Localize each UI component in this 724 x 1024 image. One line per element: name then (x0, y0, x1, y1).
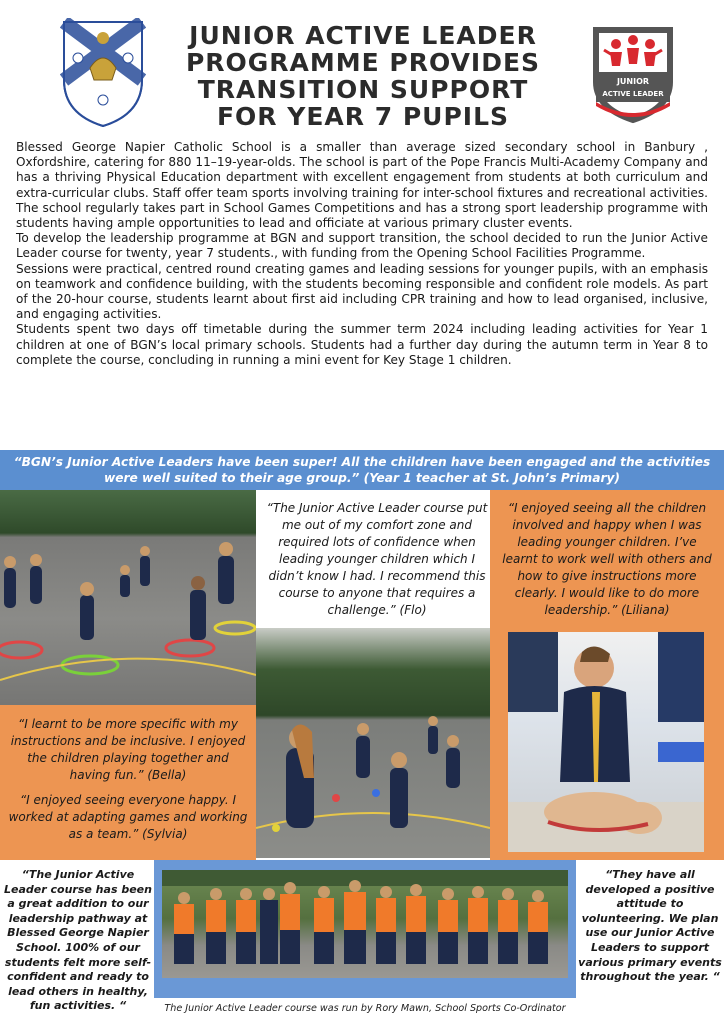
sylvia-quote: “I enjoyed seeing everyone happy. I worked at adapting games and working as a team.” (Sylvia) (8, 793, 248, 841)
staff-quote-left: “The Junior Active Leader course has been a great addition to our leadership pathway at Blessed George Napier School. 100% of our students felt more self-confident and ready to lead others in healthy, fun activities. “ (4, 868, 152, 1013)
teacher-quote-banner: “BGN’s Junior Active Leaders have been super! All the children have been engaged and the activities were well suited to their age group.” (Year 1 teacher at St. John’s Primary) (0, 450, 724, 490)
paragraph: Blessed George Napier Catholic School is a smaller than average sized secondary school in Banbury , Oxfordshire, catering for 880 11–19-year-olds. The school is part of the Pope Francis Multi-Academy Company and has a thriving Physical Education department with excellent engagement from students at both curriculum and extra-curricular clubs. Staff offer team sports involving training for inter-school fixtures and recreational activities. The school regularly takes part in School Games Competitions and has a strong sport leadership programme with students having ample opportunities to lead and officiate at various primary cluster events. (16, 140, 708, 231)
staff-quote-right: “They have all developed a positive attitude to volunteering. We plan use our Junior Active Leaders to support various primary events throughout the year. “ (578, 868, 722, 984)
junior-active-leader-logo (590, 24, 676, 124)
page-title: JUNIOR ACTIVE LEADER PROGRAMME PROVIDES TRANSITION SUPPORT FOR YEAR 7 PUPILS (185, 21, 541, 131)
article-body (16, 140, 708, 368)
cpr-scene-icon (508, 632, 704, 852)
photo-caption: The Junior Active Leader course was run by Rory Mawn, School Sports Co-Ordinator (164, 1003, 566, 1014)
playground-activity-photo (0, 490, 256, 705)
flo-quote: “The Junior Active Leader course put me out of my comfort zone and required lots of confidence when leading younger children which I didn’t know I had. I recommend this course to anyone that requires a challenge.” (Flo) (266, 501, 488, 617)
playground-scene-icon (0, 490, 256, 705)
paragraph: Sessions were practical, centred round creating games and leading sessions for younger pupils, with an emphasis on teamwork and confidence building, with the students becoming responsible and confident role models. As part of the 20-hour course, students learnt about first aid including CPR training and how to lead organised, inclusive, and engaging activities. (16, 261, 708, 322)
header (0, 0, 724, 140)
paragraph: Students spent two days off timetable during the summer term 2024 including leading activities for Year 1 children at one of BGN’s local primary schools. Students had a further day during the autumn term in Year 8 to complete the course, concluding in running a mini event for Key Stage 1 children. (16, 322, 708, 367)
svg-text:JUNIOR: JUNIOR (616, 77, 650, 86)
bella-quote: “I learnt to be more specific with my instructions and be inclusive. I enjoyed the children playing together and having fun.” (Bella) (10, 717, 246, 782)
liliana-quote: “I enjoyed seeing all the children involved and happy when I was leading younger children. I’ve learnt to work well with others and how to give instructions more clearly. I would like to do more leadership.” (Liliana) (502, 501, 712, 617)
group-game-photo (256, 628, 490, 858)
team-group-photo (162, 870, 568, 978)
cpr-training-photo (508, 632, 704, 852)
group-game-scene-icon (256, 628, 490, 858)
paragraph: To develop the leadership programme at BGN and support transition, the school decided to run the Junior Active Leader course for twenty, year 7 students., with funding from the Opening School Facilities Programme. (16, 231, 708, 261)
school-crest-icon (60, 18, 146, 130)
svg-text:ACTIVE LEADER: ACTIVE LEADER (602, 90, 664, 98)
team-lineup-icon (162, 870, 568, 978)
